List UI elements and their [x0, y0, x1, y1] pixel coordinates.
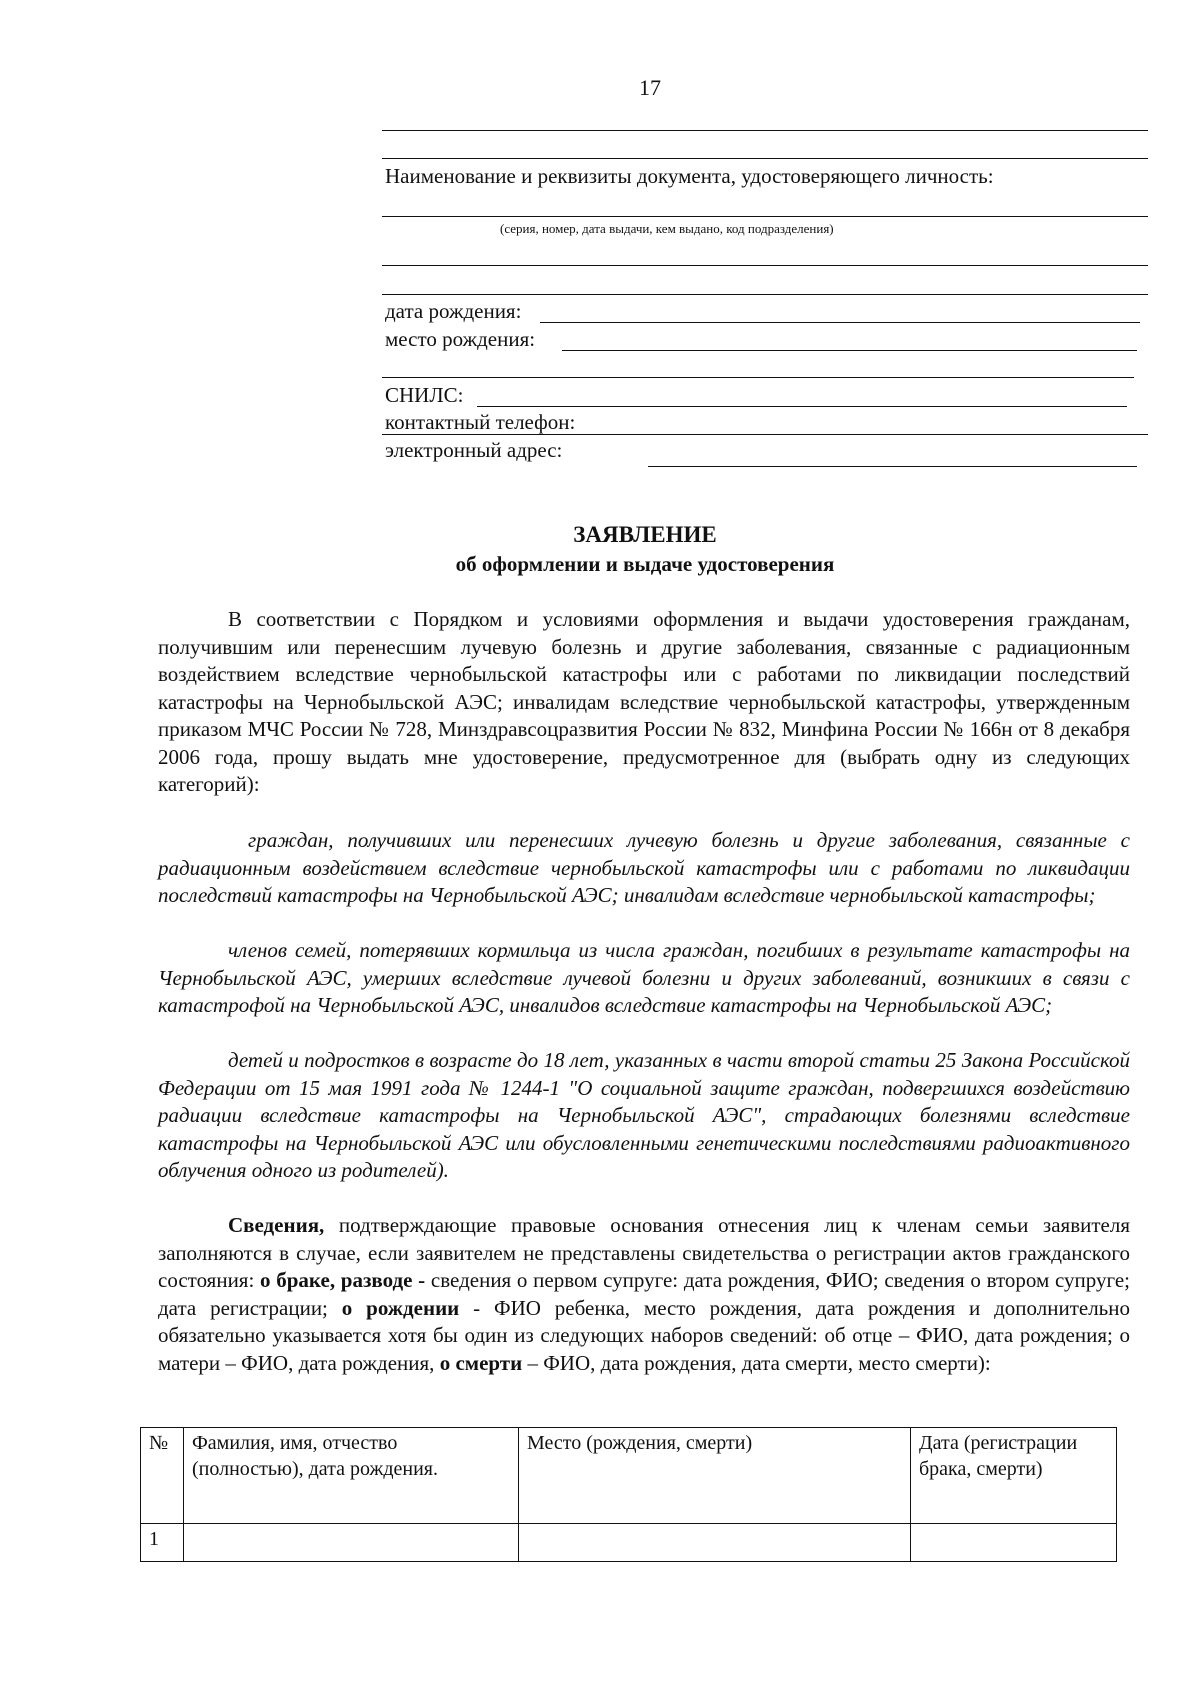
fill-line[interactable]	[382, 130, 1148, 131]
birth-date-label: дата рождения:	[385, 299, 522, 323]
snils-label: СНИЛС:	[385, 383, 464, 407]
snils-field[interactable]	[477, 406, 1127, 407]
info-birth-label: о рождении	[341, 1295, 460, 1320]
email-field[interactable]	[648, 466, 1137, 467]
fill-line[interactable]	[382, 265, 1148, 266]
birth-place-field[interactable]	[562, 350, 1137, 351]
info-text-1: подтверждающие правовые основания отнесения лиц к членам семьи заявителя заполняются в случае, если заявителем не представлены свидетельства о регистрации актов гражданского состояния:	[158, 1213, 1130, 1292]
phone-field[interactable]	[382, 434, 1148, 435]
header-number: №	[141, 1428, 184, 1524]
info-bold-label: Сведения,	[228, 1213, 325, 1237]
fill-line[interactable]	[382, 158, 1148, 159]
page-number: 17	[639, 75, 661, 100]
info-text-4: – ФИО, дата рождения, дата смерти, место смерти):	[522, 1350, 991, 1375]
info-text-2: сведения о первом супруге: дата рождения, ФИО; сведения о втором супруге; дата регистрации;	[158, 1268, 1131, 1320]
header-date: Дата (регистрации брака, смерти)	[911, 1428, 1117, 1524]
birth-date-field[interactable]	[540, 322, 1140, 323]
document-subtitle: об оформлении и выдаче удостоверения	[455, 552, 835, 576]
fill-line[interactable]	[382, 294, 1148, 295]
id-document-label: Наименование и реквизиты документа, удостоверяющего личность:	[385, 164, 994, 188]
row-date-cell[interactable]	[911, 1524, 1117, 1562]
id-document-hint: (серия, номер, дата выдачи, кем выдано, код подразделения)	[500, 221, 834, 236]
phone-label: контактный телефон:	[385, 410, 576, 434]
row-full-name-cell[interactable]	[184, 1524, 519, 1562]
row-number: 1	[141, 1524, 184, 1562]
category-option-1[interactable]: граждан, получивших или перенесших лучевую болезнь и другие заболевания, связанные с радиационным воздействием вследствие чернобыльской катастрофы или с работами по ликвидации последствий катастрофы на Чернобыльской АЭС; инвалидам вследствие чернобыльской катастрофы;	[158, 828, 1130, 907]
email-label: электронный адрес:	[385, 438, 563, 462]
birth-place-label: место рождения:	[385, 327, 536, 351]
header-full-name: Фамилия, имя, отчество (полностью), дата рождения.	[184, 1428, 519, 1524]
category-option-3[interactable]: детей и подростков в возрасте до 18 лет, указанных в части второй статьи 25 Закона Российской Федерации от 15 мая 1991 года № 1244-1 "О социальной защите граждан, подвергшихся воздействию радиации вследствие катастрофы на Чернобыльской АЭС", страдающих болезнями вследствие катастрофы на Чернобыльской АЭС или обусловленными генетическими последствиями радиоактивного облучения одного из родителей).	[158, 1048, 1130, 1182]
row-place-cell[interactable]	[519, 1524, 911, 1562]
info-death-label: о смерти	[439, 1350, 523, 1375]
birth-place-field-2[interactable]	[382, 377, 1134, 378]
intro-paragraph: В соответствии с Порядком и условиями оформления и выдачи удостоверения гражданам, получившим или перенесшим лучевую болезнь и другие заболевания, связанные с радиационным воздействием вследствие чернобыльской катастрофы или с работами по ликвидации последствий катастрофы на Чернобыльской АЭС; инвалидам вследствие чернобыльской катастрофы, утвержденным приказом МЧС России № 728, Минздравсоцразвития России № 832, Минфина России № 166н от 8 декабря 2006 года, прошу выдать мне удостоверение, предусмотренное для (выбрать одну из следующих категорий):	[158, 607, 1130, 796]
document-title: ЗАЯВЛЕНИЕ	[573, 522, 717, 547]
info-paragraph	[158, 1212, 1130, 1377]
table-row	[141, 1524, 1117, 1562]
table-header-row	[141, 1428, 1117, 1524]
id-document-line[interactable]	[382, 216, 1148, 217]
header-place: Место (рождения, смерти)	[519, 1428, 911, 1524]
info-marriage-label: о браке, разводе -	[260, 1268, 426, 1292]
info-text-3: - ФИО ребенка, место рождения, дата рождения и дополнительно обязательно указывается хотя бы один из следующих наборов сведений: об отце – ФИО, дата рождения; о матери – ФИО, дата рождения,	[158, 1295, 1130, 1375]
category-option-2[interactable]: членов семей, потерявших кормильца из числа граждан, погибших в результате катастрофы на Чернобыльской АЭС, умерших вследствие лучевой болезни и других заболеваний, возникших в связи с катастрофой на Чернобыльской АЭС, инвалидов вследствие катастрофы на Чернобыльской АЭС;	[158, 938, 1130, 1017]
family-info-table	[140, 1427, 1117, 1562]
